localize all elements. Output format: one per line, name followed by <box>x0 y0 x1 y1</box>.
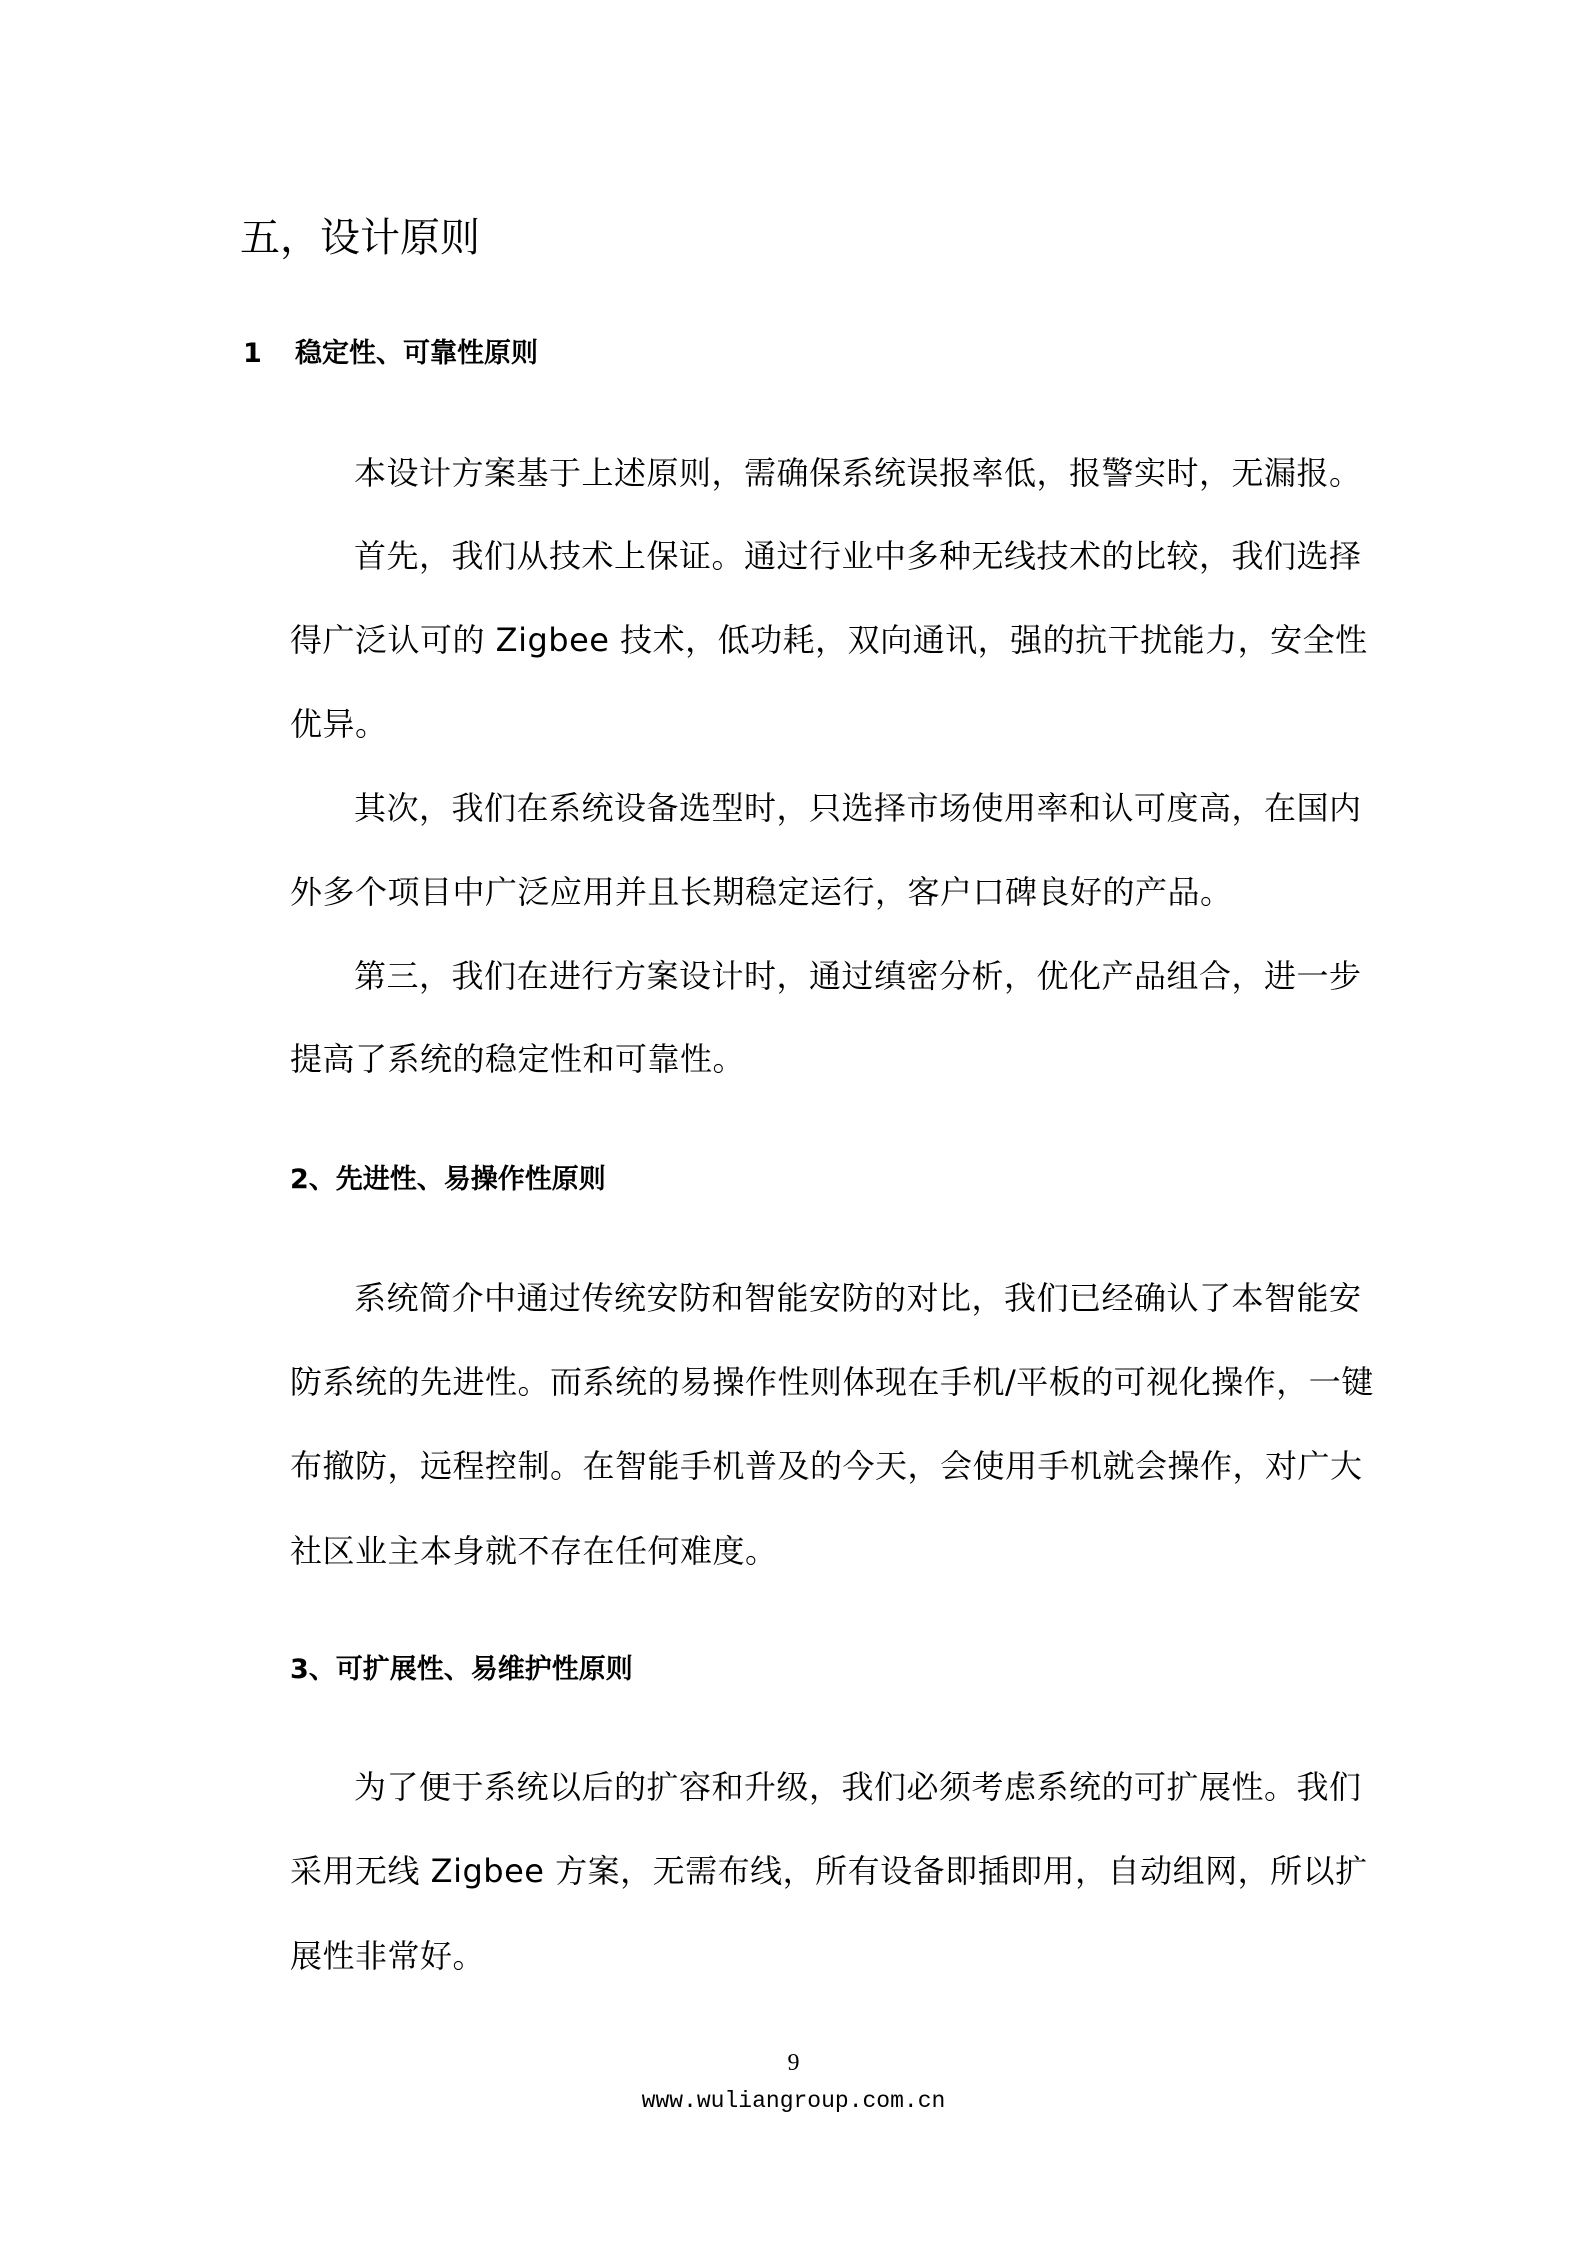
paragraph-5-line-4: 社区业主本身就不存在任何难度。 <box>290 1532 778 1570</box>
paragraph-3-line-1: 其次，我们在系统设备选型时，只选择市场使用率和认可度高，在国内 <box>354 789 1362 827</box>
section-1-heading-text: 稳定性、可靠性原则 <box>295 338 538 369</box>
paragraph-2-line-2: 得广泛认可的 Zigbee 技术，低功耗，双向通讯，强的抗干扰能力，安全性 <box>290 621 1368 659</box>
footer-url: www.wuliangroup.com.cn <box>641 2088 946 2114</box>
paragraph-6-line-2: 采用无线 Zigbee 方案，无需布线，所有设备即插即用，自动组网，所以扩 <box>290 1852 1368 1890</box>
section-title: 五，设计原则 <box>240 215 480 261</box>
paragraph-5-line-1: 系统简介中通过传统安防和智能安防的对比，我们已经确认了本智能安 <box>354 1279 1362 1317</box>
paragraph-4-line-1: 第三，我们在进行方案设计时，通过缜密分析，优化产品组合，进一步 <box>354 957 1362 995</box>
section-1-number: 1 <box>243 338 262 369</box>
section-3-heading: 3、可扩展性、易维护性原则 <box>290 1654 633 1685</box>
section-2-heading: 2、先进性、易操作性原则 <box>290 1164 606 1195</box>
page-number: 9 <box>787 2050 800 2076</box>
paragraph-2-line-1: 首先，我们从技术上保证。通过行业中多种无线技术的比较，我们选择 <box>354 537 1362 575</box>
paragraph-5-line-3: 布撤防，远程控制。在智能手机普及的今天，会使用手机就会操作，对广大 <box>290 1447 1363 1485</box>
section-1-heading <box>243 338 538 369</box>
paragraph-3-line-2: 外多个项目中广泛应用并且长期稳定运行，客户口碑良好的产品。 <box>290 873 1233 911</box>
paragraph-4-line-2: 提高了系统的稳定性和可靠性。 <box>290 1040 746 1078</box>
paragraph-6-line-3: 展性非常好。 <box>290 1937 486 1975</box>
paragraph-6-line-1: 为了便于系统以后的扩容和升级，我们必须考虑系统的可扩展性。我们 <box>354 1768 1362 1806</box>
paragraph-2-line-3: 优异。 <box>290 705 388 743</box>
paragraph-1-line-1: 本设计方案基于上述原则，需确保系统误报率低，报警实时，无漏报。 <box>354 454 1362 492</box>
paragraph-5-line-2: 防系统的先进性。而系统的易操作性则体现在手机/平板的可视化操作，一键 <box>290 1363 1374 1401</box>
